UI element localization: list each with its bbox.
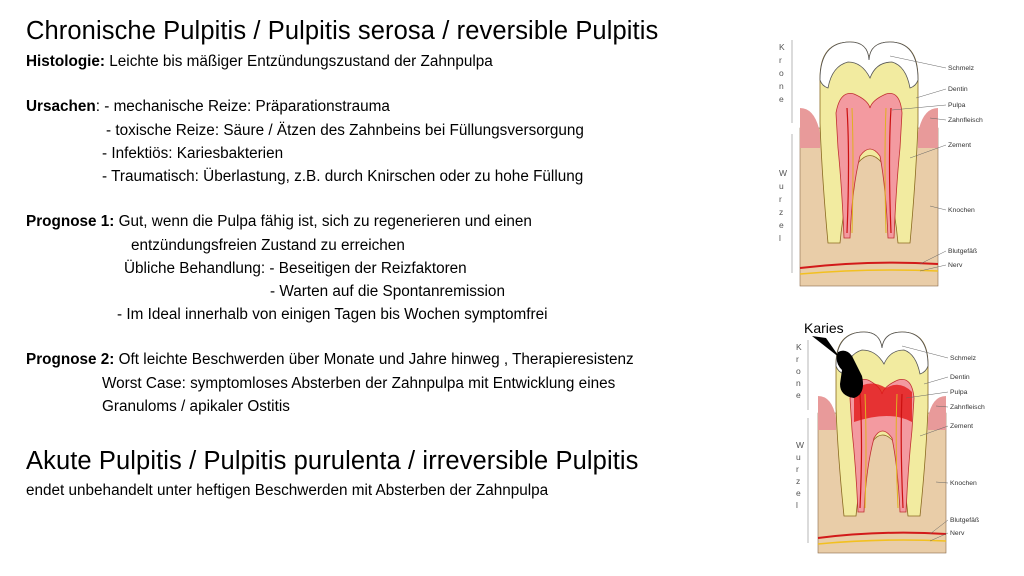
prognosis2-item: Worst Case: symptomloses Absterben der Zahnpulpa mit Entwicklung eines: [102, 375, 616, 392]
svg-text:e: e: [796, 488, 801, 498]
cause-item: - Infektiös: Kariesbakterien: [102, 145, 284, 162]
label-bone: Knochen: [948, 207, 975, 214]
svg-text:o: o: [796, 366, 801, 376]
acute-text: endet unbehandelt unter heftigen Beschwerden mit Absterben der Zahnpulpa: [26, 482, 549, 499]
crown-letters: K: [779, 42, 785, 52]
cause-item: - toxische Reize: Säure / Ätzen des Zahnbeins bei Füllungsversorgung: [106, 122, 584, 139]
label-nerve: Nerv: [948, 262, 963, 269]
label-vessel: Blutgefäß: [950, 517, 980, 524]
histology-text: Leichte bis mäßiger Entzündungszustand der Zahnpulpa: [105, 53, 493, 70]
prognosis2-first: Oft leichte Beschwerden über Monate und Jahre hinweg , Therapieresistenz: [114, 351, 634, 368]
svg-text:e: e: [796, 390, 801, 400]
svg-text:n: n: [796, 378, 801, 388]
label-gum: Zahnfleisch: [950, 404, 985, 411]
svg-text:l: l: [779, 233, 781, 243]
histology-line: [26, 52, 493, 72]
label-nerve: Nerv: [950, 530, 965, 537]
label-dentin: Dentin: [950, 374, 970, 381]
label-bone: Knochen: [950, 480, 977, 487]
prognosis1-item: - Warten auf die Spontanremission: [270, 283, 505, 300]
label-pulp: Pulpa: [948, 102, 966, 109]
svg-text:e: e: [779, 94, 784, 104]
crown-side-label: [796, 342, 802, 400]
svg-text:e: e: [779, 220, 784, 230]
root-side-label: [779, 168, 787, 243]
prognosis1-label: Prognose 1:: [26, 213, 115, 230]
svg-text:W: W: [796, 440, 805, 450]
prognosis2-item: Granuloms / apikaler Ostitis: [102, 398, 290, 415]
tooth-diagram-healthy: [770, 38, 1000, 293]
root-side-label: [796, 440, 804, 510]
histology-label: Histologie:: [26, 53, 106, 70]
svg-text:r: r: [779, 194, 782, 204]
svg-text:u: u: [779, 181, 784, 191]
label-dentin: Dentin: [948, 86, 968, 93]
svg-text:r: r: [796, 354, 799, 364]
prognosis1-item: Übliche Behandlung: - Beseitigen der Reizfaktoren: [124, 260, 467, 277]
causes-line: [26, 97, 390, 117]
svg-text:K: K: [796, 342, 802, 352]
tooth-diagram-caries: [790, 318, 1005, 556]
prognosis2-label: Prognose 2:: [26, 351, 115, 368]
svg-text:l: l: [796, 500, 798, 510]
svg-text:r: r: [779, 55, 782, 65]
prognosis1-item: - Im Ideal innerhalb von einigen Tagen bis Wochen symptomfrei: [117, 306, 548, 323]
chronic-title: Chronische Pulpitis / Pulpitis serosa / reversible Pulpitis: [26, 17, 659, 45]
label-pulp: Pulpa: [950, 389, 968, 396]
acute-title: Akute Pulpitis / Pulpitis purulenta / irreversible Pulpitis: [26, 447, 639, 475]
label-vessel: Blutgefäß: [948, 248, 978, 255]
prognosis1-first: Gut, wenn die Pulpa fähig ist, sich zu regenerieren und einen: [114, 213, 532, 230]
svg-text:W: W: [779, 168, 788, 178]
svg-text:z: z: [779, 207, 784, 217]
caries-label: Karies: [804, 320, 844, 336]
prognosis1-line: [26, 212, 532, 232]
label-gum: Zahnfleisch: [948, 117, 983, 124]
svg-text:r: r: [796, 464, 799, 474]
prognosis1-item: entzündungsfreien Zustand zu erreichen: [131, 237, 405, 254]
svg-text:z: z: [796, 476, 801, 486]
label-enamel: Schmelz: [948, 65, 975, 72]
causes-first: : - mechanische Reize: Präparationstrauma: [95, 98, 390, 115]
svg-text:o: o: [779, 68, 784, 78]
prognosis2-line: [26, 350, 634, 370]
cause-item: - Traumatisch: Überlastung, z.B. durch Knirschen oder zu hohe Füllung: [102, 168, 584, 185]
label-cementum: Zement: [950, 423, 974, 430]
causes-label: Ursachen: [26, 98, 96, 115]
label-cementum: Zement: [948, 142, 972, 149]
crown-side-label: [779, 42, 785, 104]
label-enamel: Schmelz: [950, 355, 977, 362]
svg-text:u: u: [796, 452, 801, 462]
svg-text:n: n: [779, 81, 784, 91]
